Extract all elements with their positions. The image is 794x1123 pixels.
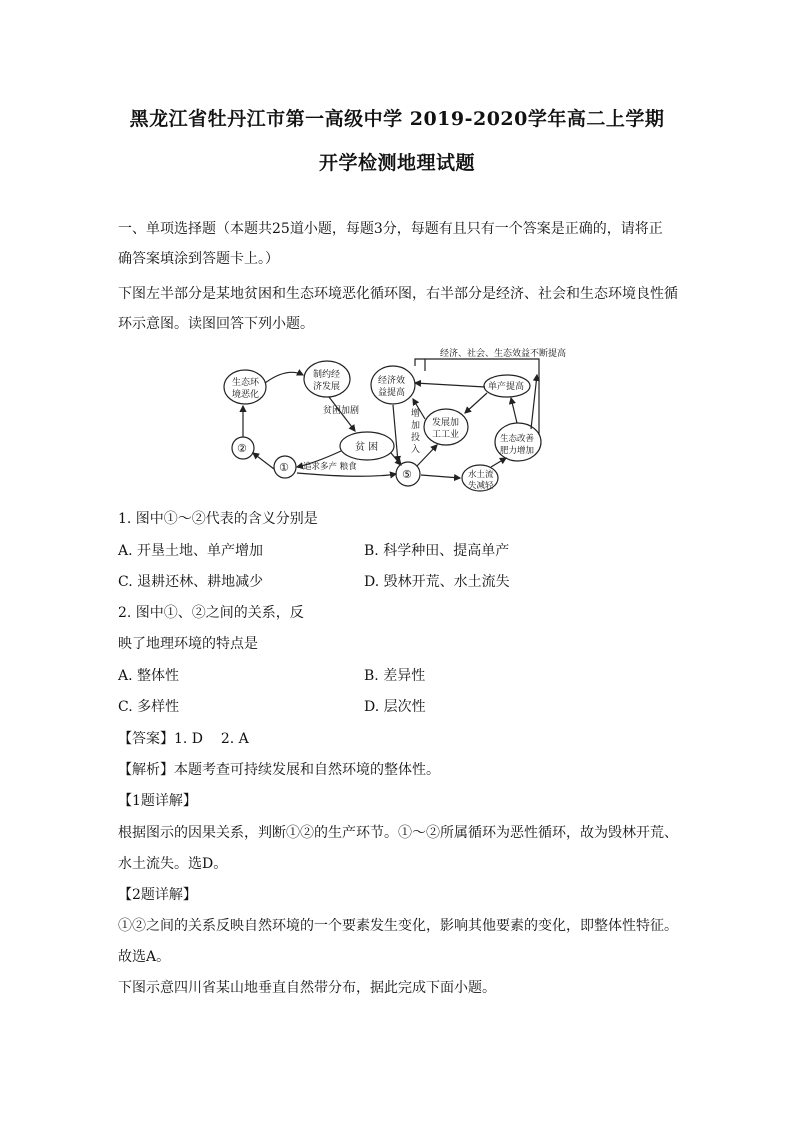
q1-option-b: B. 科学种田、提高单产: [364, 543, 510, 559]
q1-stem: 1. 图中①～②代表的含义分别是: [118, 511, 318, 527]
title-line-1: 黑龙江省牡丹江市第一高级中学 2019-2020学年高二上学期: [129, 108, 665, 130]
analysis-line: 【解析】本题考查可持续发展和自然环境的整体性。: [118, 762, 440, 778]
label-circle1: ①: [279, 461, 289, 474]
cycle-diagram: [215, 345, 595, 495]
q1-option-c: C. 退耕还林、耕地减少: [118, 574, 264, 590]
label-eco-worse-1: 生态环: [232, 378, 260, 388]
label-restrict-1: 制约经: [313, 370, 341, 380]
q2-option-a: A. 整体性: [118, 668, 180, 684]
label-econ-1: 经济效: [378, 376, 406, 386]
label-soil-1: 水土流: [468, 470, 494, 480]
q1-option-d: D. 毁林开荒、水土流失: [364, 574, 510, 590]
label-increase-1: 增: [411, 409, 421, 419]
q2-option-d: D. 层次性: [364, 699, 426, 715]
label-eco-better-2: 肥力增加: [500, 446, 535, 456]
q2-option-c: C. 多样性: [118, 699, 180, 715]
next-question-intro: 下图示意四川省某山地垂直自然带分布，据此完成下面小题。: [118, 980, 496, 996]
label-soil-2: 失减轻: [468, 481, 494, 491]
detail2-text-cont: 故选A。: [118, 949, 171, 965]
label-more-grain: 追求多产 粮食: [303, 462, 357, 472]
title-line-2: 开学检测地理试题: [318, 152, 475, 174]
label-top: 经济、社会、生态效益不断提高: [440, 349, 567, 359]
label-circle5: ⑤: [402, 468, 412, 481]
q2-option-b: B. 差异性: [364, 668, 426, 684]
label-increase-3: 投: [411, 433, 421, 443]
label-eco-better-1: 生态改善: [500, 434, 535, 444]
section-heading: 一、单项选择题（本题共25道小题，每题3分，每题有且只有一个答案是正确的，请将正: [118, 221, 663, 237]
detail1-text: 根据图示的因果关系，判断①②的生产环节。①～②所属循环为恶性循环，故为毁林开荒、: [118, 825, 678, 841]
detail2-text: ①②之间的关系反映自然环境的一个要素发生变化，影响其他要素的变化，即整体性特征。: [118, 918, 678, 934]
q1-option-a: A. 开垦土地、单产增加: [118, 543, 264, 559]
label-restrict-2: 济发展: [313, 382, 341, 392]
detail1-heading: 【1题详解】: [118, 793, 197, 809]
q2-stem-cont: 映了地理环境的特点是: [118, 636, 258, 652]
label-increase-2: 加: [411, 421, 421, 431]
label-circle2: ②: [237, 442, 247, 455]
label-eco-worse-2: 境恶化: [232, 390, 260, 400]
label-develop-2: 工工业: [432, 430, 460, 440]
label-increase-4: 入: [411, 445, 421, 455]
answer-line: 【答案】1. D 2. A: [118, 731, 249, 747]
intro-text: 下图左半部分是某地贫困和生态环境恶化循环图，右半部分是经济、社会和生态环境良性循: [118, 286, 678, 302]
section-heading-cont: 确答案填涂到答题卡上。）: [118, 251, 279, 267]
detail2-heading: 【2题详解】: [118, 887, 197, 903]
intro-text-cont: 环示意图。读图回答下列小题。: [118, 316, 314, 332]
label-poverty: 贫 困: [355, 442, 379, 453]
label-develop-1: 发展加: [432, 418, 460, 428]
detail1-text-cont: 水土流失。选D。: [118, 856, 228, 872]
label-yield: 单产提高: [488, 382, 525, 392]
label-econ-2: 益提高: [378, 388, 406, 398]
label-poverty-worsen: 贫困加剧: [323, 406, 360, 416]
q2-stem: 2. 图中①、②之间的关系，反: [118, 605, 304, 621]
